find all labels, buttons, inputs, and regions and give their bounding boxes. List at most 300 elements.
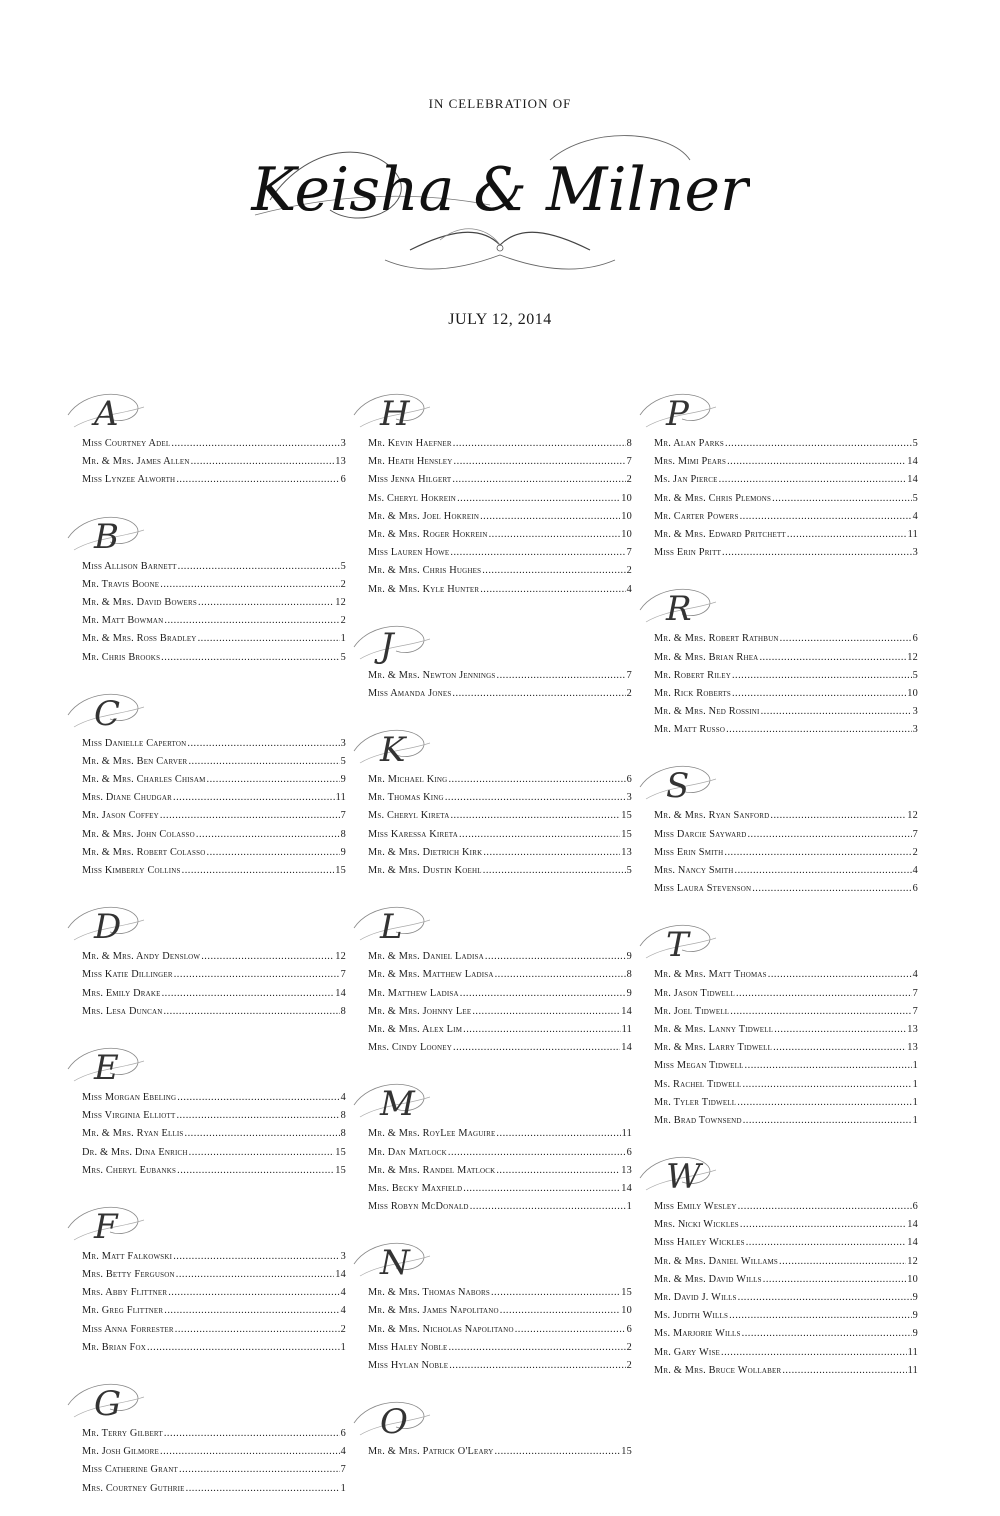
- table-number: 14: [621, 1182, 632, 1194]
- table-number: 14: [621, 1042, 632, 1054]
- letter-section: [368, 385, 632, 617]
- table-number: 3: [912, 547, 918, 559]
- table-number: 9: [340, 774, 346, 786]
- table-number: 2: [340, 578, 346, 590]
- table-number: 9: [626, 987, 632, 999]
- dot-leader: [454, 453, 626, 471]
- guest-entry: [82, 753, 346, 771]
- flourish-icon: [64, 898, 154, 948]
- guest-entry: [368, 1357, 632, 1375]
- table-number: 2: [912, 846, 918, 858]
- guest-entry: [82, 1107, 346, 1125]
- guest-entry: [654, 508, 918, 526]
- guest-column-1: [82, 385, 346, 1516]
- dot-leader: [453, 1039, 620, 1057]
- table-number: 10: [621, 1305, 632, 1317]
- table-number: 10: [907, 1273, 918, 1285]
- section-gap: [654, 1130, 918, 1148]
- guest-name: Mr. Joel Tidwell: [654, 1005, 730, 1017]
- table-number: 11: [907, 1364, 918, 1376]
- table-number: 6: [626, 1323, 632, 1335]
- guest-name: Mr. & Mrs. Patrick O'Leary: [368, 1446, 494, 1458]
- table-number: 1: [340, 633, 346, 645]
- guest-entry: [654, 667, 918, 685]
- guest-entry: [82, 649, 346, 667]
- guest-entry: [368, 1039, 632, 1057]
- couple-names-flourish: [250, 120, 750, 285]
- flourish-icon: [636, 1148, 726, 1198]
- letter-section: [368, 1075, 632, 1234]
- table-number: 7: [912, 1005, 918, 1017]
- dot-leader: [726, 721, 912, 739]
- flourish-icon: [350, 721, 440, 771]
- letter-monogram: [636, 916, 918, 966]
- table-number: 6: [340, 474, 346, 486]
- section-letter: W: [666, 1157, 701, 1198]
- flourish-icon: [350, 1075, 440, 1125]
- guest-entry: [368, 1302, 632, 1320]
- guest-name: Miss Courtney Adel: [82, 438, 171, 449]
- guest-name: Mr. & Mrs. John Colasso: [82, 828, 195, 840]
- guest-name: Mr. Carter Powers: [654, 510, 739, 522]
- guest-entry: [654, 544, 918, 562]
- dot-leader: [201, 948, 334, 966]
- guest-entry: [654, 1198, 918, 1216]
- section-letter: M: [380, 1084, 415, 1125]
- letter-section: [654, 916, 918, 1148]
- flourish-icon: [350, 1234, 440, 1284]
- dot-leader: [740, 508, 912, 526]
- guest-entry: [654, 685, 918, 703]
- letter-monogram: [350, 385, 632, 435]
- guest-entry: [82, 1144, 346, 1162]
- section-letter: A: [94, 394, 119, 434]
- letter-monogram: [350, 898, 632, 948]
- guest-entry: [654, 630, 918, 648]
- table-number: 6: [912, 633, 918, 645]
- dot-leader: [736, 985, 912, 1003]
- guest-entry: [82, 594, 346, 612]
- dot-leader: [452, 471, 625, 489]
- table-number: 1: [340, 1341, 346, 1353]
- dot-leader: [729, 1307, 912, 1325]
- guest-entry: [82, 789, 346, 807]
- table-number: 4: [340, 1305, 346, 1317]
- section-gap: [82, 880, 346, 898]
- guest-name: Mr. Michael King: [368, 774, 448, 786]
- guest-name: Mr. & Mrs. Larry Tidwell: [654, 1042, 773, 1054]
- flourish-icon: [350, 1393, 440, 1443]
- guest-name: Mr. & Mrs. Nicholas Napolitano: [368, 1323, 514, 1335]
- guest-name: Miss Emily Wesley: [654, 1201, 737, 1213]
- dot-leader: [168, 1284, 339, 1302]
- guest-entry: [368, 1284, 632, 1302]
- dot-leader: [743, 1112, 912, 1130]
- dot-leader: [763, 1271, 907, 1289]
- guest-name: Mr. & Mrs. Dietrich Kirk: [368, 846, 483, 858]
- letter-section: [368, 898, 632, 1075]
- guest-entry: [82, 1089, 346, 1107]
- table-number: 13: [335, 456, 346, 468]
- table-number: 7: [912, 987, 918, 999]
- guest-entry: [368, 862, 632, 880]
- table-number: 14: [335, 1269, 346, 1281]
- guest-entry: [654, 1094, 918, 1112]
- guest-entry: [368, 1443, 632, 1461]
- guest-name: Mr. Jason Tidwell: [654, 987, 735, 999]
- guest-name: Mrs. Courtney Guthrie: [82, 1482, 185, 1494]
- guest-name: Mr. Tyler Tidwell: [654, 1096, 737, 1108]
- event-date: JULY 12, 2014: [448, 311, 552, 328]
- table-number: 13: [907, 1042, 918, 1054]
- dot-leader: [450, 807, 620, 825]
- dot-leader: [160, 1443, 340, 1461]
- table-number: 2: [340, 615, 346, 627]
- guest-name: Mr. & Mrs. Brian Rhea: [654, 651, 759, 663]
- guest-name: Miss Anna Forrester: [82, 1323, 174, 1335]
- guest-entry: [82, 1266, 346, 1284]
- letter-monogram: [350, 1075, 632, 1125]
- table-number: 11: [335, 792, 346, 804]
- section-gap: [82, 490, 346, 508]
- guest-name: Mr. & Mrs. David Bowers: [82, 596, 197, 608]
- dot-leader: [207, 771, 340, 789]
- table-number: 9: [912, 1292, 918, 1303]
- flourish-icon: [64, 508, 154, 558]
- table-number: 15: [621, 1446, 632, 1458]
- guest-entry: [82, 735, 346, 753]
- guest-name: Miss Erin Pritt: [654, 547, 722, 559]
- guest-entry: [82, 844, 346, 862]
- table-number: 9: [340, 846, 346, 858]
- section-letter: R: [666, 589, 692, 630]
- dot-leader: [188, 753, 339, 771]
- dot-leader: [453, 435, 626, 453]
- guest-name: Mrs. Nicki Wickles: [654, 1219, 739, 1231]
- dot-leader: [176, 471, 339, 489]
- table-number: 14: [907, 1219, 918, 1231]
- table-number: 1: [912, 1078, 918, 1090]
- letter-monogram: [350, 617, 632, 667]
- guest-name: Mrs. Nancy Smith: [654, 865, 734, 876]
- table-number: 6: [626, 1146, 632, 1158]
- section-gap: [368, 703, 632, 721]
- guest-name: Mr. Dan Matlock: [368, 1146, 447, 1158]
- dot-leader: [496, 1125, 620, 1143]
- dot-leader: [500, 1302, 621, 1320]
- dot-leader: [770, 807, 906, 825]
- guest-entry: [368, 1339, 632, 1357]
- section-gap: [368, 1461, 632, 1479]
- table-number: 5: [340, 755, 346, 767]
- guest-name: Miss Lynzee Alworth: [82, 474, 176, 486]
- section-gap: [82, 1021, 346, 1039]
- guest-name: Mr. Rick Roberts: [654, 687, 731, 699]
- dot-leader: [460, 985, 626, 1003]
- letter-section: [82, 1039, 346, 1198]
- section-letter: C: [94, 693, 121, 734]
- flourish-icon: [636, 757, 726, 807]
- guest-name: Miss Amanda Jones: [368, 687, 452, 699]
- table-number: 3: [912, 724, 918, 736]
- dot-leader: [747, 826, 911, 844]
- guest-name: Mrs. Lesa Duncan: [82, 1005, 163, 1017]
- table-number: 8: [340, 1110, 346, 1122]
- guest-entry: [368, 1144, 632, 1162]
- table-number: 12: [907, 651, 918, 663]
- table-number: 15: [335, 865, 346, 876]
- table-number: 7: [912, 828, 918, 840]
- section-gap: [654, 1380, 918, 1398]
- guest-entry: [368, 667, 632, 685]
- dot-leader: [735, 862, 912, 880]
- guest-entry: [654, 844, 918, 862]
- section-gap: [368, 1216, 632, 1234]
- table-number: 4: [340, 1446, 346, 1458]
- table-number: 9: [912, 1310, 918, 1322]
- guest-name: Mr. & Mrs. Daniel Ladisa: [368, 951, 484, 963]
- table-number: 12: [907, 810, 918, 822]
- flourish-icon: [350, 385, 440, 435]
- table-number: 14: [621, 1005, 632, 1017]
- section-letter: B: [94, 516, 119, 557]
- guest-name: Miss Karessa Kireta: [368, 828, 458, 840]
- guest-entry: [368, 508, 632, 526]
- dot-leader: [176, 1266, 335, 1284]
- letter-section: [654, 1148, 918, 1398]
- guest-entry: [368, 471, 632, 489]
- guest-entry: [654, 453, 918, 471]
- guest-entry: [82, 966, 346, 984]
- letter-section: [654, 757, 918, 916]
- letter-monogram: [636, 757, 918, 807]
- table-number: 7: [340, 810, 346, 822]
- guest-entry: [368, 1180, 632, 1198]
- guest-name: Mr. & Mrs. Newton Jennings: [368, 669, 496, 681]
- guest-name: Miss Jenna Hilgert: [368, 474, 452, 486]
- guest-column-2: [368, 385, 632, 1479]
- dot-leader: [782, 1362, 906, 1380]
- dot-leader: [452, 685, 625, 703]
- guest-entry: [82, 612, 346, 630]
- guest-entry: [654, 1289, 918, 1307]
- guest-name: Miss Laura Stevenson: [654, 883, 752, 895]
- guest-entry: [654, 1325, 918, 1343]
- guest-entry: [368, 771, 632, 789]
- guest-entry: [368, 1162, 632, 1180]
- dot-leader: [721, 1344, 907, 1362]
- dot-leader: [164, 612, 339, 630]
- table-number: 4: [340, 1091, 346, 1103]
- dot-leader: [779, 1253, 906, 1271]
- dot-leader: [147, 1339, 340, 1357]
- dot-leader: [161, 649, 339, 667]
- table-number: 6: [912, 1201, 918, 1213]
- table-number: 5: [912, 492, 918, 504]
- guest-entry: [368, 1003, 632, 1021]
- table-number: 6: [626, 774, 632, 786]
- guest-entry: [654, 703, 918, 721]
- guest-entry: [82, 453, 346, 471]
- guest-name: Mr. Brian Fox: [82, 1341, 146, 1353]
- guest-entry: [368, 985, 632, 1003]
- letter-monogram: [350, 1234, 632, 1284]
- guest-name: Mr. Thomas King: [368, 792, 444, 804]
- guest-entry: [82, 435, 346, 453]
- guest-name: Mr. Matt Bowman: [82, 615, 164, 627]
- table-number: 11: [907, 1346, 918, 1358]
- dot-leader: [719, 471, 907, 489]
- guest-entry: [654, 471, 918, 489]
- dot-leader: [737, 1094, 911, 1112]
- section-letter: H: [380, 394, 410, 434]
- table-number: 4: [912, 865, 918, 876]
- table-number: 7: [340, 1464, 346, 1476]
- section-letter: D: [94, 907, 122, 948]
- guest-entry: [654, 880, 918, 898]
- table-number: 14: [907, 456, 918, 468]
- dot-leader: [472, 1003, 620, 1021]
- guest-entry: [82, 471, 346, 489]
- letter-section: [654, 580, 918, 757]
- table-number: 1: [340, 1482, 346, 1494]
- guest-name: Mr. Matt Falkowski: [82, 1250, 173, 1262]
- section-letter: T: [666, 925, 689, 966]
- dot-leader: [164, 1302, 339, 1320]
- guest-entry: [82, 771, 346, 789]
- guest-entry: [368, 581, 632, 599]
- table-number: 7: [626, 547, 632, 559]
- guest-name: Miss Allison Barnett: [82, 560, 177, 572]
- guest-name: Mr. & Mrs. Charles Chisam: [82, 774, 206, 786]
- dot-leader: [185, 1125, 340, 1143]
- flourish-icon: [636, 916, 726, 966]
- guest-name: Mr. & Mrs. Dustin Koehl: [368, 865, 482, 876]
- dot-leader: [761, 703, 912, 721]
- letter-monogram: [64, 508, 346, 558]
- guest-name: Mr. Josh Gilmore: [82, 1446, 160, 1458]
- section-letter: P: [666, 394, 689, 434]
- celebration-heading: IN CELEBRATION OF: [428, 96, 572, 111]
- letter-monogram: [636, 385, 918, 435]
- letter-section: [82, 385, 346, 508]
- guest-name: Mr. & Mrs. Randel Matlock: [368, 1164, 496, 1176]
- dot-leader: [730, 1003, 911, 1021]
- table-number: 15: [621, 810, 632, 822]
- guest-entry: [368, 807, 632, 825]
- guest-name: Mr. & Mrs. Chris Plemons: [654, 492, 772, 504]
- table-number: 15: [335, 1164, 346, 1176]
- guest-name: Miss Morgan Ebeling: [82, 1091, 177, 1103]
- guest-name: Mr. Heath Hensley: [368, 456, 453, 468]
- guest-name: Mr. & Mrs. Ross Bradley: [82, 633, 197, 645]
- guest-entry: [654, 1039, 918, 1057]
- table-number: 14: [335, 987, 346, 999]
- dot-leader: [773, 1039, 906, 1057]
- dot-leader: [732, 667, 912, 685]
- flourish-icon: [64, 1039, 154, 1089]
- dot-leader: [176, 1107, 339, 1125]
- dot-leader: [196, 826, 340, 844]
- header: [0, 0, 1000, 340]
- table-number: 1: [912, 1060, 918, 1072]
- dot-leader: [160, 807, 340, 825]
- table-number: 7: [626, 456, 632, 468]
- dot-leader: [483, 862, 626, 880]
- guest-entry: [654, 721, 918, 739]
- letter-section: [82, 1375, 346, 1516]
- guest-entry: [82, 985, 346, 1003]
- guest-name: Mr. & Mrs. Ryan Ellis: [82, 1128, 184, 1140]
- dot-leader: [497, 667, 626, 685]
- dot-leader: [722, 544, 912, 562]
- letter-section: [82, 898, 346, 1039]
- guest-entry: [82, 807, 346, 825]
- guest-name: Mr. & Mrs. Johnny Lee: [368, 1005, 472, 1017]
- table-number: 15: [335, 1146, 346, 1158]
- guest-name: Mr. Chris Brooks: [82, 651, 161, 663]
- table-number: 9: [912, 1328, 918, 1340]
- dot-leader: [752, 880, 911, 898]
- guest-name: Miss Hailey Wickles: [654, 1237, 745, 1249]
- guest-name: Mr. & Mrs. Chris Hughes: [368, 565, 482, 577]
- table-number: 4: [912, 969, 918, 981]
- section-gap: [654, 898, 918, 916]
- guest-name: Mrs. Emily Drake: [82, 987, 161, 999]
- guest-name: Mr. Jason Coffey: [82, 810, 159, 822]
- guest-name: Mr. Gary Wise: [654, 1346, 721, 1358]
- guest-entry: [82, 1480, 346, 1498]
- dot-leader: [173, 1248, 339, 1266]
- flourish-icon: [64, 1198, 154, 1248]
- guest-name: Mr. Brad Townsend: [654, 1114, 742, 1126]
- dot-leader: [494, 1443, 620, 1461]
- dot-leader: [448, 771, 625, 789]
- table-number: 4: [340, 1287, 346, 1299]
- guest-entry: [654, 1112, 918, 1130]
- guest-name: Mr. & Mrs. Edward Pritchett: [654, 528, 786, 540]
- guest-entry: [82, 826, 346, 844]
- guest-name: Miss Danielle Caperton: [82, 737, 187, 749]
- flourish-icon: [350, 617, 440, 667]
- table-number: 12: [335, 951, 346, 963]
- guest-name: Mr. Travis Boone: [82, 578, 160, 590]
- guest-entry: [368, 562, 632, 580]
- guest-entry: [654, 649, 918, 667]
- guest-name: Miss Lauren Howe: [368, 547, 450, 559]
- dot-leader: [198, 630, 340, 648]
- guest-entry: [82, 630, 346, 648]
- dot-leader: [491, 1284, 620, 1302]
- dot-leader: [740, 1216, 906, 1234]
- guest-name: Mr. & Mrs. Lanny Tidwell: [654, 1023, 774, 1035]
- section-letter: L: [380, 907, 403, 948]
- table-number: 14: [907, 474, 918, 486]
- table-number: 8: [626, 969, 632, 981]
- guest-name: Mr. & Mrs. RoyLee Maguire: [368, 1128, 496, 1140]
- letter-monogram: [64, 898, 346, 948]
- table-number: 8: [340, 828, 346, 840]
- guest-name: Mr. & Mrs. Andy Denslow: [82, 951, 201, 963]
- table-number: 8: [340, 1128, 346, 1140]
- table-number: 2: [626, 565, 632, 577]
- letter-monogram: [64, 685, 346, 735]
- guest-entry: [654, 1234, 918, 1252]
- guest-entry: [82, 1248, 346, 1266]
- dot-leader: [191, 453, 335, 471]
- guest-entry: [654, 1021, 918, 1039]
- section-gap: [82, 1498, 346, 1516]
